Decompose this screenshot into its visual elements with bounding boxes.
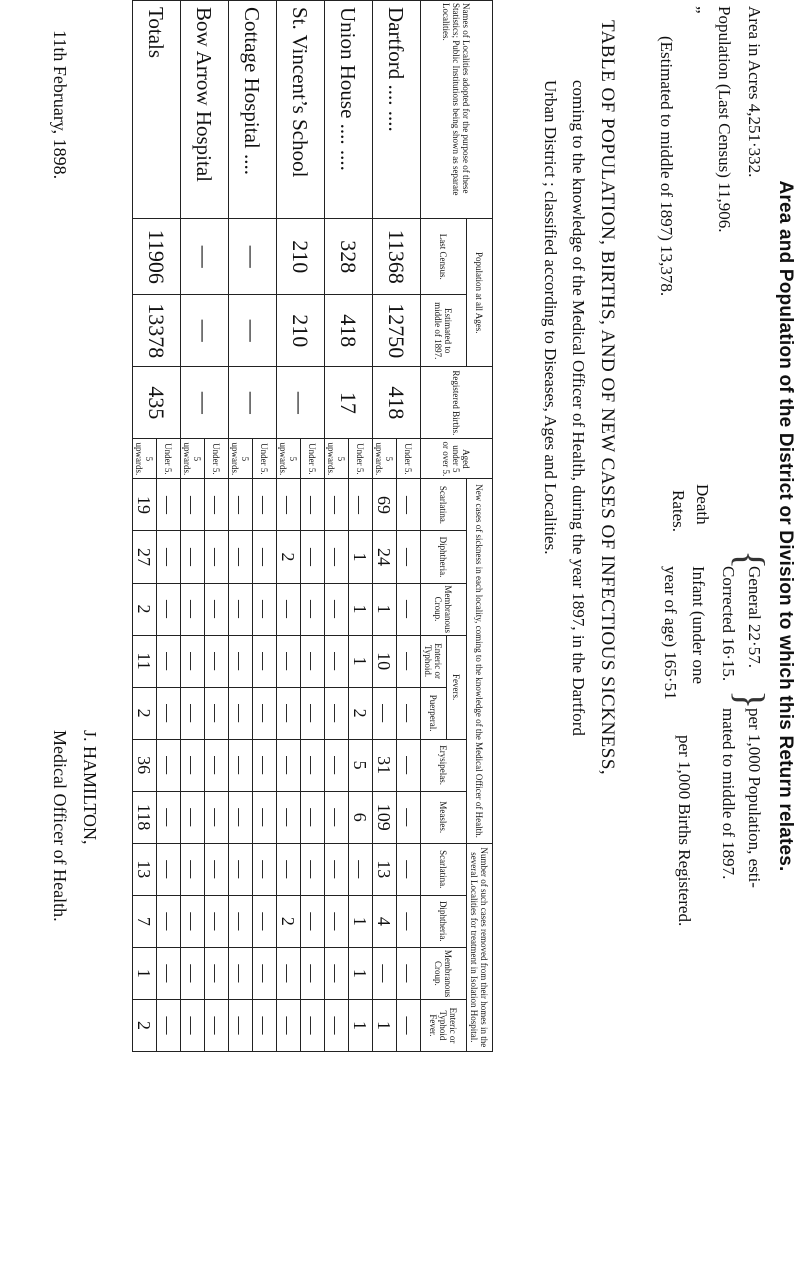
case-count: — [325,999,349,1051]
case-count: — [181,635,205,687]
case-count: — [181,843,205,895]
population-estimate: (Estimated to middle of 1897) 13,378. [657,36,676,297]
case-count: 13 [133,843,157,895]
case-count: 1 [373,999,397,1051]
age-label: 5 upwards. [325,439,349,479]
case-count: — [229,531,253,583]
case-count: 1 [349,635,373,687]
case-count: — [397,635,421,687]
col-population: Population at all Ages. [467,219,493,367]
age-label: Under 5. [205,439,229,479]
case-count: — [157,531,181,583]
case-count: — [301,739,325,791]
case-count: — [325,739,349,791]
case-count: — [277,947,301,999]
case-count: — [277,479,301,531]
row-0-under [397,1,421,1052]
death-rate-infant-2: year of age) 165·51 [661,566,680,700]
table-body [133,1,421,1052]
case-count: — [325,843,349,895]
disease-new-6: Measles. [421,791,467,843]
case-count: — [325,635,349,687]
estimated-value: — [181,295,229,367]
case-count: — [157,947,181,999]
case-count: — [205,895,229,947]
case-count: 2 [133,687,157,739]
case-count: — [253,895,277,947]
disease-new-5: Erysipelas. [421,739,467,791]
estimated-value: 12750 [373,295,421,367]
case-count: 27 [133,531,157,583]
case-count: 10 [373,635,397,687]
case-count: — [205,635,229,687]
case-count: 11 [133,635,157,687]
case-count: — [277,583,301,635]
statistics-table [132,0,493,1052]
case-count: — [181,531,205,583]
case-count: 4 [373,895,397,947]
case-count: — [301,583,325,635]
case-count: — [373,947,397,999]
age-label: 5 upwards. [277,439,301,479]
case-count: — [253,843,277,895]
brace-right: } [728,690,773,710]
case-count: — [397,739,421,791]
age-label: Under 5. [349,439,373,479]
case-count: — [301,791,325,843]
row-3-under [253,1,277,1052]
case-count: — [157,843,181,895]
case-count: — [253,739,277,791]
case-count: — [205,999,229,1051]
case-count: — [205,531,229,583]
disease-new-1: Diphtheria. [421,531,467,583]
census-value: 210 [277,219,325,295]
case-count: — [349,843,373,895]
row-4-under [205,1,229,1052]
brace-left: { [728,550,773,570]
case-count: 36 [133,739,157,791]
disease-new-0: Scarlatina. [421,479,467,531]
case-count: — [181,791,205,843]
row-2-under [301,1,325,1052]
disease-new-4: Puerperal. [421,687,447,739]
case-count: — [253,531,277,583]
col-aged: Aged under 5 or over 5. [421,439,493,479]
locality-name: Bow Arrow Hospital [181,1,229,219]
case-count: 19 [133,479,157,531]
disease-removed-3: Enteric or Typhoid Fever. [421,999,467,1051]
case-count: — [325,687,349,739]
death-rates-label: Death [693,484,712,525]
case-count: — [301,999,325,1051]
age-label: Under 5. [397,439,421,479]
births-value: — [181,367,229,439]
case-count: — [229,739,253,791]
census-value: — [229,219,277,295]
case-count: — [277,635,301,687]
locality-name: Union House .... .... [325,1,373,219]
case-count: — [301,843,325,895]
heading: Area and Population of the District or Division to which this Return relates. [775,180,796,872]
case-count: — [181,687,205,739]
table-title: TABLE OF POPULATION, BIRTHS, AND OF NEW CASES OF INFECTIOUS SICKNESS, [597,20,618,776]
case-count: — [229,895,253,947]
case-count: 5 [349,739,373,791]
col-census: Last Census. [421,219,467,295]
case-count: — [301,479,325,531]
case-count: — [301,895,325,947]
case-count: — [397,479,421,531]
case-count: — [253,947,277,999]
case-count: — [205,687,229,739]
case-count: — [301,687,325,739]
case-count: — [277,999,301,1051]
case-count: — [205,843,229,895]
death-rate-general-note: per 1,000 Population, esti- [745,708,764,888]
disease-removed-2: Membranous Croup. [421,947,467,999]
fevers-label: Fevers. [447,635,467,739]
case-count: 31 [373,739,397,791]
case-count: 13 [373,843,397,895]
case-count: — [397,947,421,999]
case-count: 1 [349,531,373,583]
case-count: — [397,895,421,947]
case-count: — [229,635,253,687]
signature-title: Medical Officer of Health. [50,730,70,922]
case-count: — [277,791,301,843]
case-count: — [253,791,277,843]
case-count: — [229,999,253,1051]
case-count: 1 [349,895,373,947]
signature-name: J. HAMILTON, [80,730,100,845]
locality-name: Dartford .... .... [373,1,421,219]
death-rate-infant: Infant (under one [689,566,708,685]
case-count: 24 [373,531,397,583]
case-count: — [397,843,421,895]
case-count: — [277,843,301,895]
death-rate-infant-note: per 1,000 Births Registered. [675,735,694,927]
case-count: — [397,687,421,739]
births-value: — [229,367,277,439]
case-count: — [205,739,229,791]
case-count: 109 [373,791,397,843]
census-value: 328 [325,219,373,295]
case-count: — [349,479,373,531]
area: Area in Acres 4,251·332. [745,6,764,178]
case-count: — [157,583,181,635]
case-count: — [205,479,229,531]
births-value: 418 [373,367,421,439]
disease-removed-0: Scarlatina. [421,843,467,895]
case-count: 118 [133,791,157,843]
col-locality: Names of Localities adopted for the purpose of these Statistics; Public Institutions being shown as separate Localities. [421,1,493,219]
case-count: 2 [349,687,373,739]
group-new-cases: New cases of sickness in each locality, coming to the knowledge of the Medical Officer of Health. [467,479,493,843]
case-count: — [181,739,205,791]
case-count: — [325,791,349,843]
population-estimate-mark: ” [685,6,704,14]
case-count: — [325,583,349,635]
case-count: 1 [349,583,373,635]
case-count: — [253,999,277,1051]
case-count: 2 [277,531,301,583]
case-count: — [181,947,205,999]
case-count: — [325,531,349,583]
case-count: 1 [373,583,397,635]
row-totals-under [157,1,181,1052]
case-count: — [301,635,325,687]
case-count: — [325,479,349,531]
case-count: 6 [349,791,373,843]
case-count: — [205,583,229,635]
case-count: — [253,687,277,739]
death-rate-corrected: Corrected 16·15. [719,566,738,682]
case-count: 1 [349,999,373,1051]
case-count: — [157,791,181,843]
case-count: 2 [133,583,157,635]
births-value: 17 [325,367,373,439]
case-count: — [397,999,421,1051]
estimated-value: 13378 [133,295,181,367]
case-count: 7 [133,895,157,947]
case-count: — [157,479,181,531]
case-count: 2 [277,895,301,947]
case-count: — [325,947,349,999]
case-count: — [229,791,253,843]
case-count: — [205,791,229,843]
death-rates-label-2: Rates. [669,490,688,533]
estimated-value: 418 [325,295,373,367]
case-count: 1 [133,947,157,999]
age-label: 5 upwards. [181,439,205,479]
case-count: — [229,947,253,999]
births-value: 435 [133,367,181,439]
estimated-value: 210 [277,295,325,367]
population-census: Population (Last Census) 11,906. [715,6,734,233]
case-count: — [181,479,205,531]
census-value: — [181,219,229,295]
case-count: — [205,947,229,999]
col-estimated: Estimated to middle of 1897. [421,295,467,367]
case-count: — [397,791,421,843]
age-label: Under 5. [157,439,181,479]
case-count: 1 [349,947,373,999]
case-count: — [181,583,205,635]
case-count: — [229,843,253,895]
row-1-under [349,1,373,1052]
case-count: — [157,895,181,947]
case-count: — [301,531,325,583]
disease-new-3: Enteric or Typhoid. [421,635,447,687]
estimated-value: — [229,295,277,367]
case-count: — [157,999,181,1051]
table-title-line3: Urban District ; classified according to Diseases, Ages and Localities. [541,80,560,555]
births-value: — [277,367,325,439]
case-count: — [181,999,205,1051]
case-count: 69 [373,479,397,531]
case-count: — [229,687,253,739]
case-count: — [157,687,181,739]
age-label: Under 5. [301,439,325,479]
locality-name: Totals [133,1,181,219]
locality-name: Cottage Hospital .... [229,1,277,219]
census-value: 11368 [373,219,421,295]
report-date: 11th February, 1898. [50,30,70,180]
case-count: — [277,687,301,739]
age-label: 5 upwards. [133,439,157,479]
disease-removed-1: Diphtheria. [421,895,467,947]
case-count: — [325,895,349,947]
death-rate-corrected-note: mated to middle of 1897. [719,708,738,880]
case-count: — [253,635,277,687]
case-count: — [229,479,253,531]
case-count: — [253,479,277,531]
death-rate-general: General 22·57. [745,566,764,668]
case-count: — [253,583,277,635]
age-label: 5 upwards. [373,439,397,479]
case-count: — [397,583,421,635]
case-count: — [373,687,397,739]
disease-new-2: Membranous Croup. [421,583,467,635]
case-count: — [157,635,181,687]
census-value: 11906 [133,219,181,295]
age-label: Under 5. [253,439,277,479]
group-removed: Number of such cases removed from their homes in the several Localities for treatment in Isolation Hospital. [467,843,493,1051]
case-count: 2 [133,999,157,1051]
locality-name: St. Vincent’s School [277,1,325,219]
col-births: Registered Births. [421,367,493,439]
case-count: — [181,895,205,947]
case-count: — [229,583,253,635]
table-title-line2: coming to the knowledge of the Medical Officer of Health, during the year 1897, in the Dartford [569,80,588,736]
case-count: — [157,739,181,791]
case-count: — [301,947,325,999]
case-count: — [277,739,301,791]
case-count: — [397,531,421,583]
age-label: 5 upwards. [229,439,253,479]
